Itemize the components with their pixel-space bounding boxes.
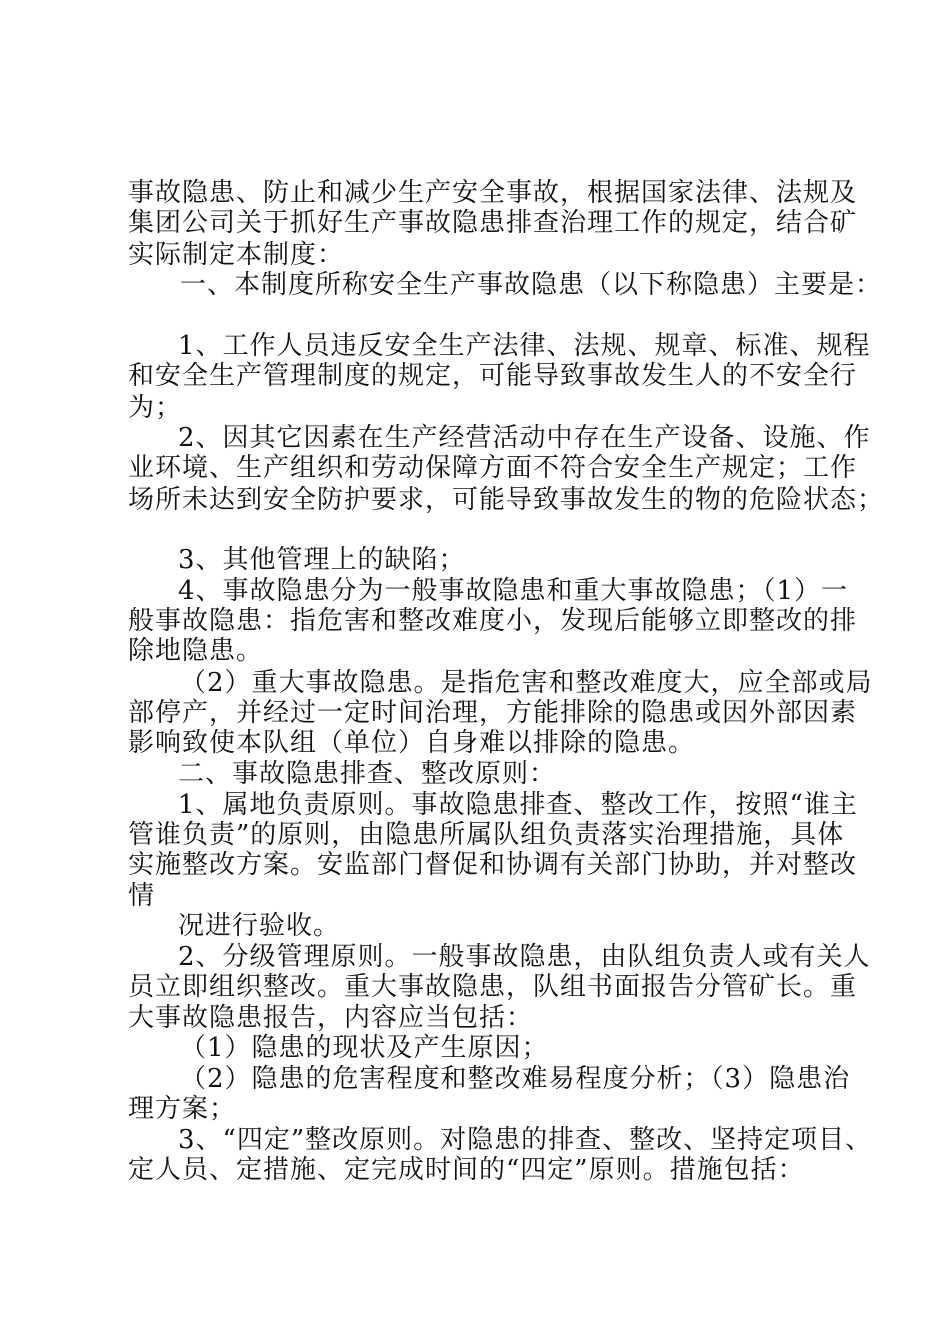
text-line: 3、“四定”整改原则。对隐患的排查、整改、坚持定项目、 — [178, 1125, 873, 1155]
text-line: （2）隐患的危害程度和整改难易程度分析；（3）隐患治 — [180, 1064, 851, 1094]
text-line: 况进行验收。 — [178, 911, 341, 941]
text-line: 1、工作人员违反安全生产法律、法规、规章、标准、规程 — [178, 331, 871, 361]
text-line: 除地隐患。 — [128, 636, 264, 666]
text-line: 二、事故隐患排查、整改原则： — [178, 759, 557, 789]
text-line: 1、属地负责原则。事故隐患排查、整改工作，按照“谁主 — [178, 790, 858, 820]
text-line: 实际制定本制度： — [128, 240, 345, 270]
text-line: （1）隐患的现状及产生原因； — [180, 1033, 549, 1063]
text-line: 般事故隐患：指危害和整改难度小，发现后能够立即整改的排 — [128, 606, 858, 636]
text-line: 员立即组织整改。重大事故隐患，队组书面报告分管矿长。重 — [128, 972, 858, 1002]
text-line: 和安全生产管理制度的规定，可能导致事故发生人的不安全行 — [128, 361, 858, 391]
text-line: 2、因其它因素在生产经营活动中存在生产设备、设施、作 — [178, 423, 871, 453]
text-line: 管谁负责”的原则，由隐患所属队组负责落实治理措施，具体 — [128, 820, 845, 850]
text-line: 场所未达到安全防护要求，可能导致事故发生的物的危险状态； — [128, 485, 885, 515]
text-line: 为； — [128, 393, 183, 423]
text-line: 4、事故隐患分为一般事故隐患和重大事故隐患；（1）一 — [178, 576, 849, 606]
text-line: 理方案； — [128, 1094, 237, 1124]
text-line: 一、本制度所称安全生产事故隐患（以下称隐患）主要是： — [180, 270, 883, 300]
text-line: 3、其他管理上的缺陷； — [178, 545, 466, 575]
text-line: 情 — [128, 881, 156, 911]
text-line: 业环境、生产组织和劳动保障方面不符合安全生产规定；工作 — [128, 453, 858, 483]
text-line: 影响致使本队组（单位）自身难以排除的隐患。 — [128, 728, 696, 758]
text-line: 部停产，并经过一定时间治理，方能排除的隐患或因外部因素 — [128, 698, 858, 728]
text-line: 大事故隐患报告，内容应当包括： — [128, 1003, 534, 1033]
text-line: 事故隐患、防止和减少生产安全事故，根据国家法律、法规及 — [128, 178, 858, 208]
text-line: （2）重大事故隐患。是指危害和整改难度大，应全部或局 — [180, 668, 873, 698]
text-line: 实施整改方案。安监部门督促和协调有关部门协助，并对整改 — [128, 850, 858, 880]
text-line: 2、分级管理原则。一般事故隐患，由队组负责人或有关人 — [178, 942, 871, 972]
text-line: 定人员、定措施、定完成时间的“四定”原则。措施包括： — [128, 1155, 805, 1185]
text-line: 集团公司关于抓好生产事故隐患排查治理工作的规定，结合矿 — [128, 208, 858, 238]
